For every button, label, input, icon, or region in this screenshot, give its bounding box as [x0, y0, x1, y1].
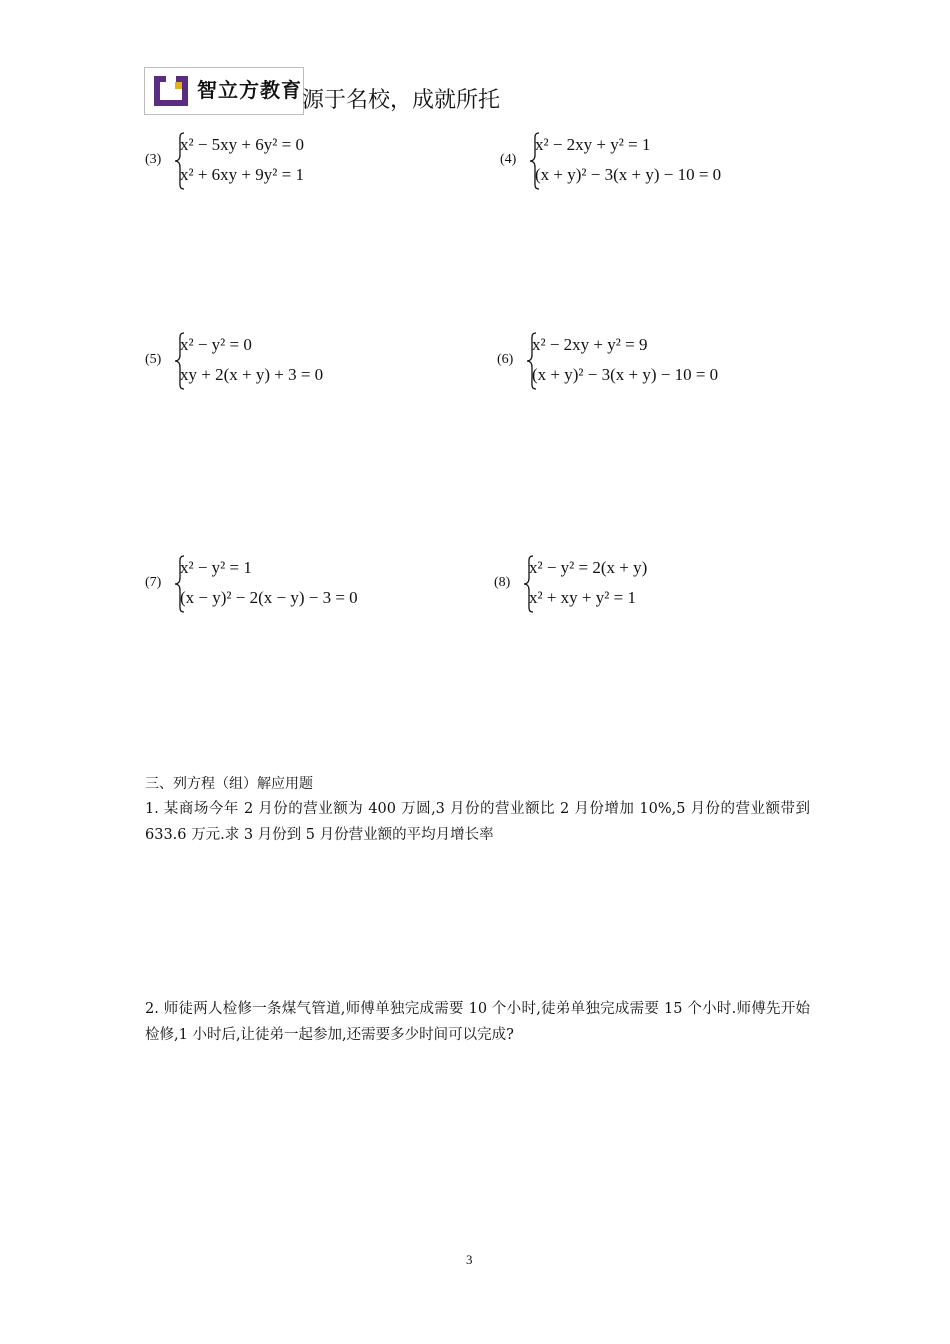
logo-text: 智立方教育: [197, 78, 302, 102]
system-label: (7): [145, 575, 162, 590]
equation-line: x² + xy + y² = 1: [529, 588, 636, 607]
logo: [144, 67, 304, 115]
system-label: (4): [500, 152, 517, 167]
system-label: (8): [494, 575, 511, 590]
equation-line: x² + 6xy + 9y² = 1: [180, 165, 304, 184]
equation-line: (x + y)² − 3(x + y) − 10 = 0: [535, 165, 722, 184]
equation-line: xy + 2(x + y) + 3 = 0: [180, 365, 324, 384]
equation-line: (x + y)² − 3(x + y) − 10 = 0: [532, 365, 719, 384]
section-title: 三、列方程（组）解应用题: [145, 776, 313, 792]
word-problem-2: 2. 师徒两人检修一条煤气管道,师傅单独完成需要 10 个小时,徒弟单独完成需要 15 个小时.师傅先开始检修,1 小时后,让徒弟一起参加,还需要多少时间可以完成?: [145, 1001, 810, 1043]
slogan: 源于名校，成就所托: [302, 88, 501, 113]
equation-line: x² − 2xy + y² = 1: [535, 135, 651, 154]
equation-line: x² − y² = 0: [180, 335, 252, 354]
system-label: (6): [497, 352, 514, 367]
system-label: (5): [145, 352, 162, 367]
equation-line: x² − y² = 2(x + y): [529, 558, 648, 577]
equation-line: x² − y² = 1: [180, 558, 252, 577]
equation-line: (x − y)² − 2(x − y) − 3 = 0: [180, 588, 358, 607]
bracket-logo-icon: [151, 72, 191, 110]
equation-line: x² − 5xy + 6y² = 0: [180, 135, 304, 154]
system-label: (3): [145, 152, 162, 167]
word-problem-1: 1. 某商场今年 2 月份的营业额为 400 万圆,3 月份的营业额比 2 月份增加 10%,5 月份的营业额带到 633.6 万元.求 3 月份到 5 月份营业额的平均月增长率: [145, 801, 810, 843]
page-number: 3: [466, 1252, 473, 1267]
equation-line: x² − 2xy + y² = 9: [532, 335, 648, 354]
